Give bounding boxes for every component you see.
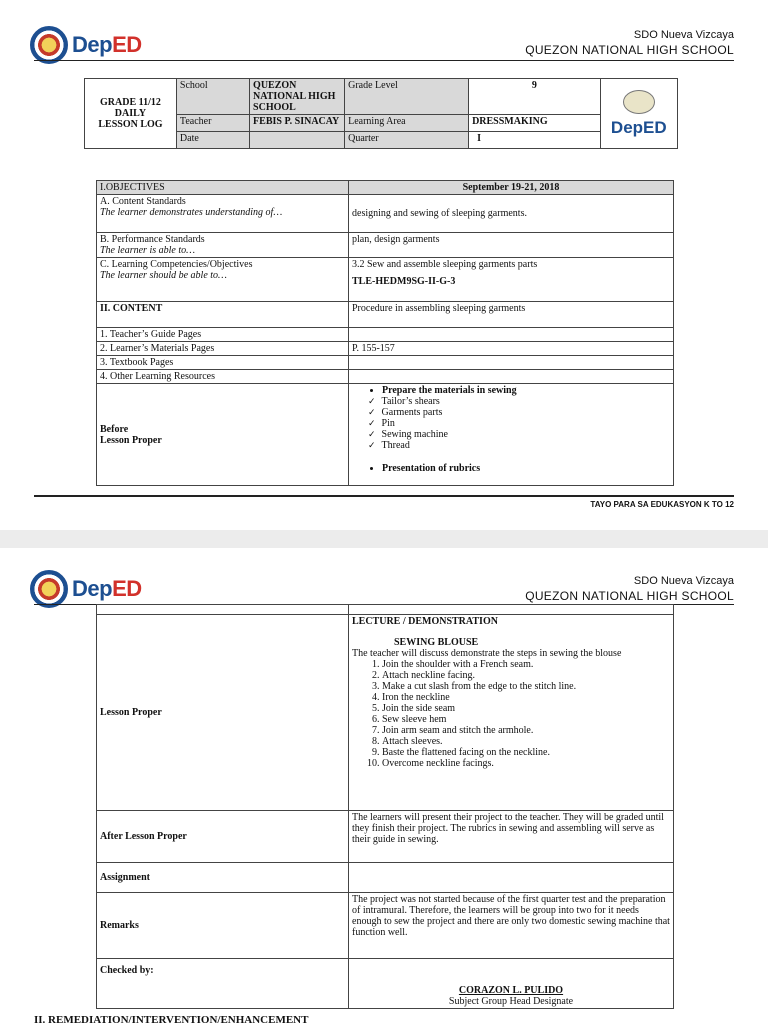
assignment-value (349, 863, 674, 893)
before-bullet-list (352, 385, 670, 396)
quarter-value: I (469, 132, 601, 149)
content-value: Procedure in assembling sleeping garments (349, 302, 674, 328)
step-item: 4. Iron the neckline (382, 692, 670, 703)
competencies-value: 3.2 Sew and assemble sleeping garments parts (352, 259, 538, 270)
date-value (250, 132, 345, 149)
performance-standards-sub: The learner is able to… (100, 245, 195, 256)
checklist-item: ✓ Tailor’s shears (382, 396, 670, 407)
quarter-label: Quarter (345, 132, 469, 149)
procedure-table (96, 604, 674, 1009)
deped-seal-icon (30, 570, 68, 608)
school-name: QUEZON NATIONAL HIGH SCHOOL (525, 43, 734, 57)
blank-cell (97, 605, 349, 615)
competencies-sub: The learner should be able to… (100, 270, 227, 281)
blouse-title: SEWING BLOUSE (394, 637, 479, 648)
performance-standards-label: B. Performance Standards (100, 234, 205, 245)
materials-checklist (352, 396, 670, 451)
checker-title: Subject Group Head Designate (448, 996, 574, 1007)
school-header (525, 574, 734, 604)
resource-other: 4. Other Learning Resources (97, 370, 349, 384)
lecture-title: LECTURE / DEMONSTRATION (352, 616, 498, 627)
checklist-item: ✓ Pin (382, 418, 670, 429)
checked-by-label: Checked by: (97, 959, 349, 1009)
division-name: SDO Nueva Vizcaya (633, 29, 734, 41)
resource-learners-materials: 2. Learner’s Materials Pages (97, 342, 349, 356)
logo-text-red: ED (112, 576, 142, 601)
objectives-table (96, 180, 674, 486)
competency-code: TLE-HEDM9SG-II-G-3 (352, 276, 456, 287)
content-standards-label: A. Content Standards (100, 196, 186, 207)
side-logo (600, 79, 677, 149)
performance-standards-cell (97, 233, 349, 258)
division-name: SDO Nueva Vizcaya (633, 575, 734, 587)
before-bullet-materials: • Prepare the materials in sewing (382, 385, 670, 396)
lesson-proper-label: Lesson Proper (97, 615, 349, 811)
checker-name: CORAZON L. PULIDO (458, 985, 564, 996)
school-label: School (176, 79, 249, 115)
competencies-label: C. Learning Competencies/Objectives (100, 259, 253, 270)
lesson-info-table (84, 78, 678, 149)
lesson-proper-content (349, 615, 674, 811)
before-lesson-content (349, 384, 674, 486)
deped-logo (30, 570, 142, 608)
checklist-item: ✓ Sewing machine (382, 429, 670, 440)
checklist-item: ✓ Garments parts (382, 407, 670, 418)
content-standards-cell (97, 195, 349, 233)
after-lesson-label: After Lesson Proper (97, 811, 349, 863)
resource-textbook: 3. Textbook Pages (97, 356, 349, 370)
content-standards-value: designing and sewing of sleeping garments. (349, 195, 674, 233)
page-footer: TAYO PARA SA EDUKASYON K TO 12 (590, 500, 734, 509)
step-item: 6. Sew sleeve hem (382, 714, 670, 725)
page-separator (0, 530, 768, 548)
blank-cell (349, 605, 674, 615)
remarks-label: Remarks (97, 893, 349, 959)
step-item: 9. Baste the flattened facing on the neckline. (382, 747, 670, 758)
page-two (0, 548, 768, 1024)
deped-logo (30, 26, 142, 64)
assignment-label: Assignment (97, 863, 349, 893)
objectives-header: I.OBJECTIVES (97, 181, 349, 195)
rubrics-bullet-list (352, 463, 670, 474)
step-item: 10. Overcome neckline facings. (382, 758, 670, 769)
resource-teachers-guide: 1. Teacher’s Guide Pages (97, 328, 349, 342)
step-item: 7. Join arm seam and stitch the armhole. (382, 725, 670, 736)
logo-text-blue: Dep (72, 32, 113, 57)
step-item: 2. Attach neckline facing. (382, 670, 670, 681)
date-label: Date (176, 132, 249, 149)
grade-label: Grade Level (345, 79, 469, 115)
side-logo-text: DepED (610, 117, 667, 137)
checklist-item: ✓ Thread (382, 440, 670, 451)
lesson-intro: The teacher will discuss demonstrate the steps in sewing the blouse (352, 648, 622, 659)
competencies-cell (97, 258, 349, 302)
resource-learners-materials-value: P. 155-157 (349, 342, 674, 356)
lesson-date: September 19-21, 2018 (349, 181, 674, 195)
area-value: DRESSMAKING (469, 115, 601, 132)
lesson-log-title: GRADE 11/12 DAILY LESSON LOG (85, 79, 177, 149)
checked-by-cell (349, 959, 674, 1009)
school-header (525, 28, 734, 58)
before-bullet-rubrics: • Presentation of rubrics (382, 463, 670, 474)
step-item: 3. Make a cut slash from the edge to the stitch line. (382, 681, 670, 692)
remediation-heading: II. REMEDIATION/INTERVENTION/ENHANCEMENT (34, 1014, 309, 1026)
competencies-value-cell (349, 258, 674, 302)
school-seal-icon (623, 90, 655, 114)
content-standards-sub: The learner demonstrates understanding of… (100, 207, 283, 218)
step-item: 8. Attach sleeves. (382, 736, 670, 747)
teacher-value: FEBIS P. SINACAY (250, 115, 345, 132)
sewing-steps-list (352, 659, 670, 769)
step-item: 5. Join the side seam (382, 703, 670, 714)
step-item: 1. Join the shoulder with a French seam. (382, 659, 670, 670)
before-lesson-label: Before Lesson Proper (97, 384, 349, 486)
area-label: Learning Area (345, 115, 469, 132)
header-rule (34, 60, 734, 61)
remarks-value: The project was not started because of the first quarter test and the preparation of intramural. Therefore, the learners will be group into two for it needs enough to sew the project and there are only two domestic sewing machine that function well. (349, 893, 674, 959)
logo-text-red: ED (112, 32, 142, 57)
school-name: QUEZON NATIONAL HIGH SCHOOL (525, 589, 734, 603)
teacher-label: Teacher (176, 115, 249, 132)
after-lesson-value: The learners will present their project to the teacher. They will be graded until they finish their project. The rubrics in sewing and assembling will serve as their guide in sewing. (349, 811, 674, 863)
resource-teachers-guide-value (349, 328, 674, 342)
performance-standards-value: plan, design garments (349, 233, 674, 258)
resource-textbook-value (349, 356, 674, 370)
school-value: QUEZON NATIONAL HIGH SCHOOL (250, 79, 345, 115)
resource-other-value (349, 370, 674, 384)
logo-text-blue: Dep (72, 576, 113, 601)
content-label: II. CONTENT (97, 302, 349, 328)
deped-seal-icon (30, 26, 68, 64)
footer-rule (34, 495, 734, 497)
grade-value: 9 (469, 79, 601, 115)
